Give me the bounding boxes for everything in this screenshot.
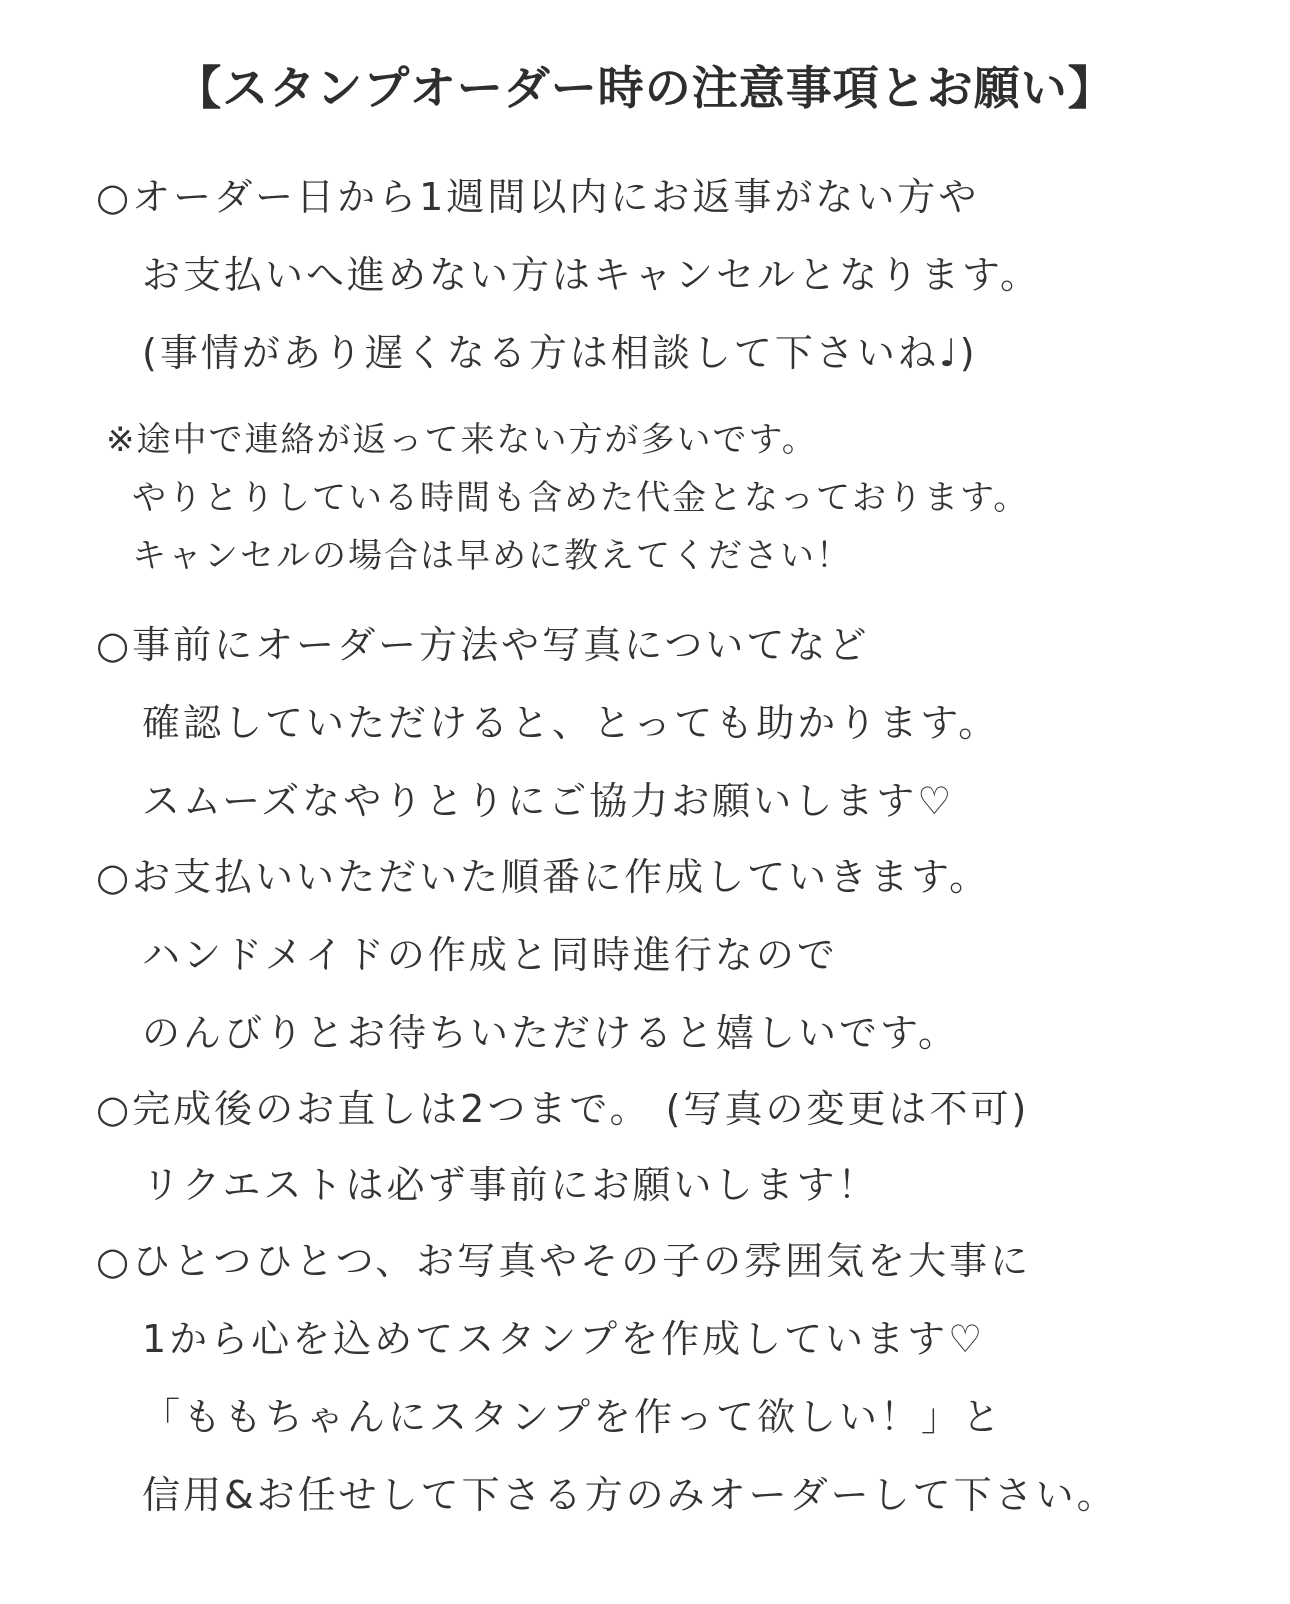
section3-line1: ○お支払いいただいた順番に作成していきます。 (96, 855, 991, 899)
note-line1: ※途中で連絡が返って来ない方が多いです。 (106, 420, 818, 460)
section3-line2: ハンドメイドの作成と同時進行なので (142, 933, 838, 977)
section2-line2: 確認していただけると、とっても助かります。 (142, 701, 1000, 745)
note-line3: キャンセルの場合は早めに教えてください！ (132, 536, 852, 576)
section5-line2: 1から心を込めてスタンプを作成しています♡ (142, 1317, 986, 1361)
section2-line3: スムーズなやりとりにご協力お願いします♡ (142, 779, 955, 823)
section2-line1: ○事前にオーダー方法や写真についてなど (96, 623, 870, 667)
section5-line4: 信用&お任せして下さる方のみオーダーして下さい。 (142, 1473, 1118, 1517)
section4-line1: ○完成後のお直しは2つまで。 (写真の変更は不可) (96, 1087, 1030, 1131)
section3-line3: のんびりとお待ちいただけると嬉しいです。 (142, 1011, 959, 1055)
section5-line1: ○ひとつひとつ、お写真やその子の雰囲気を大事に (96, 1239, 1032, 1283)
section5-line3: 「ももちゃんにスタンプを作って欲しい！」と (142, 1395, 1004, 1439)
section1-line2: お支払いへ進めない方はキャンセルとなります。 (142, 253, 1041, 297)
section4-line2: リクエストは必ず事前にお願いします！ (142, 1163, 879, 1207)
section1-line3: (事情があり遅くなる方は相談して下さいね♩) (142, 331, 978, 375)
page-title: 【スタンプオーダー時の注意事項とお願い】 (175, 61, 1115, 115)
note-line2: やりとりしている時間も含めた代金となっております。 (132, 478, 1030, 518)
section1-line1: ○オーダー日から1週間以内にお返事がない方や (96, 175, 980, 219)
